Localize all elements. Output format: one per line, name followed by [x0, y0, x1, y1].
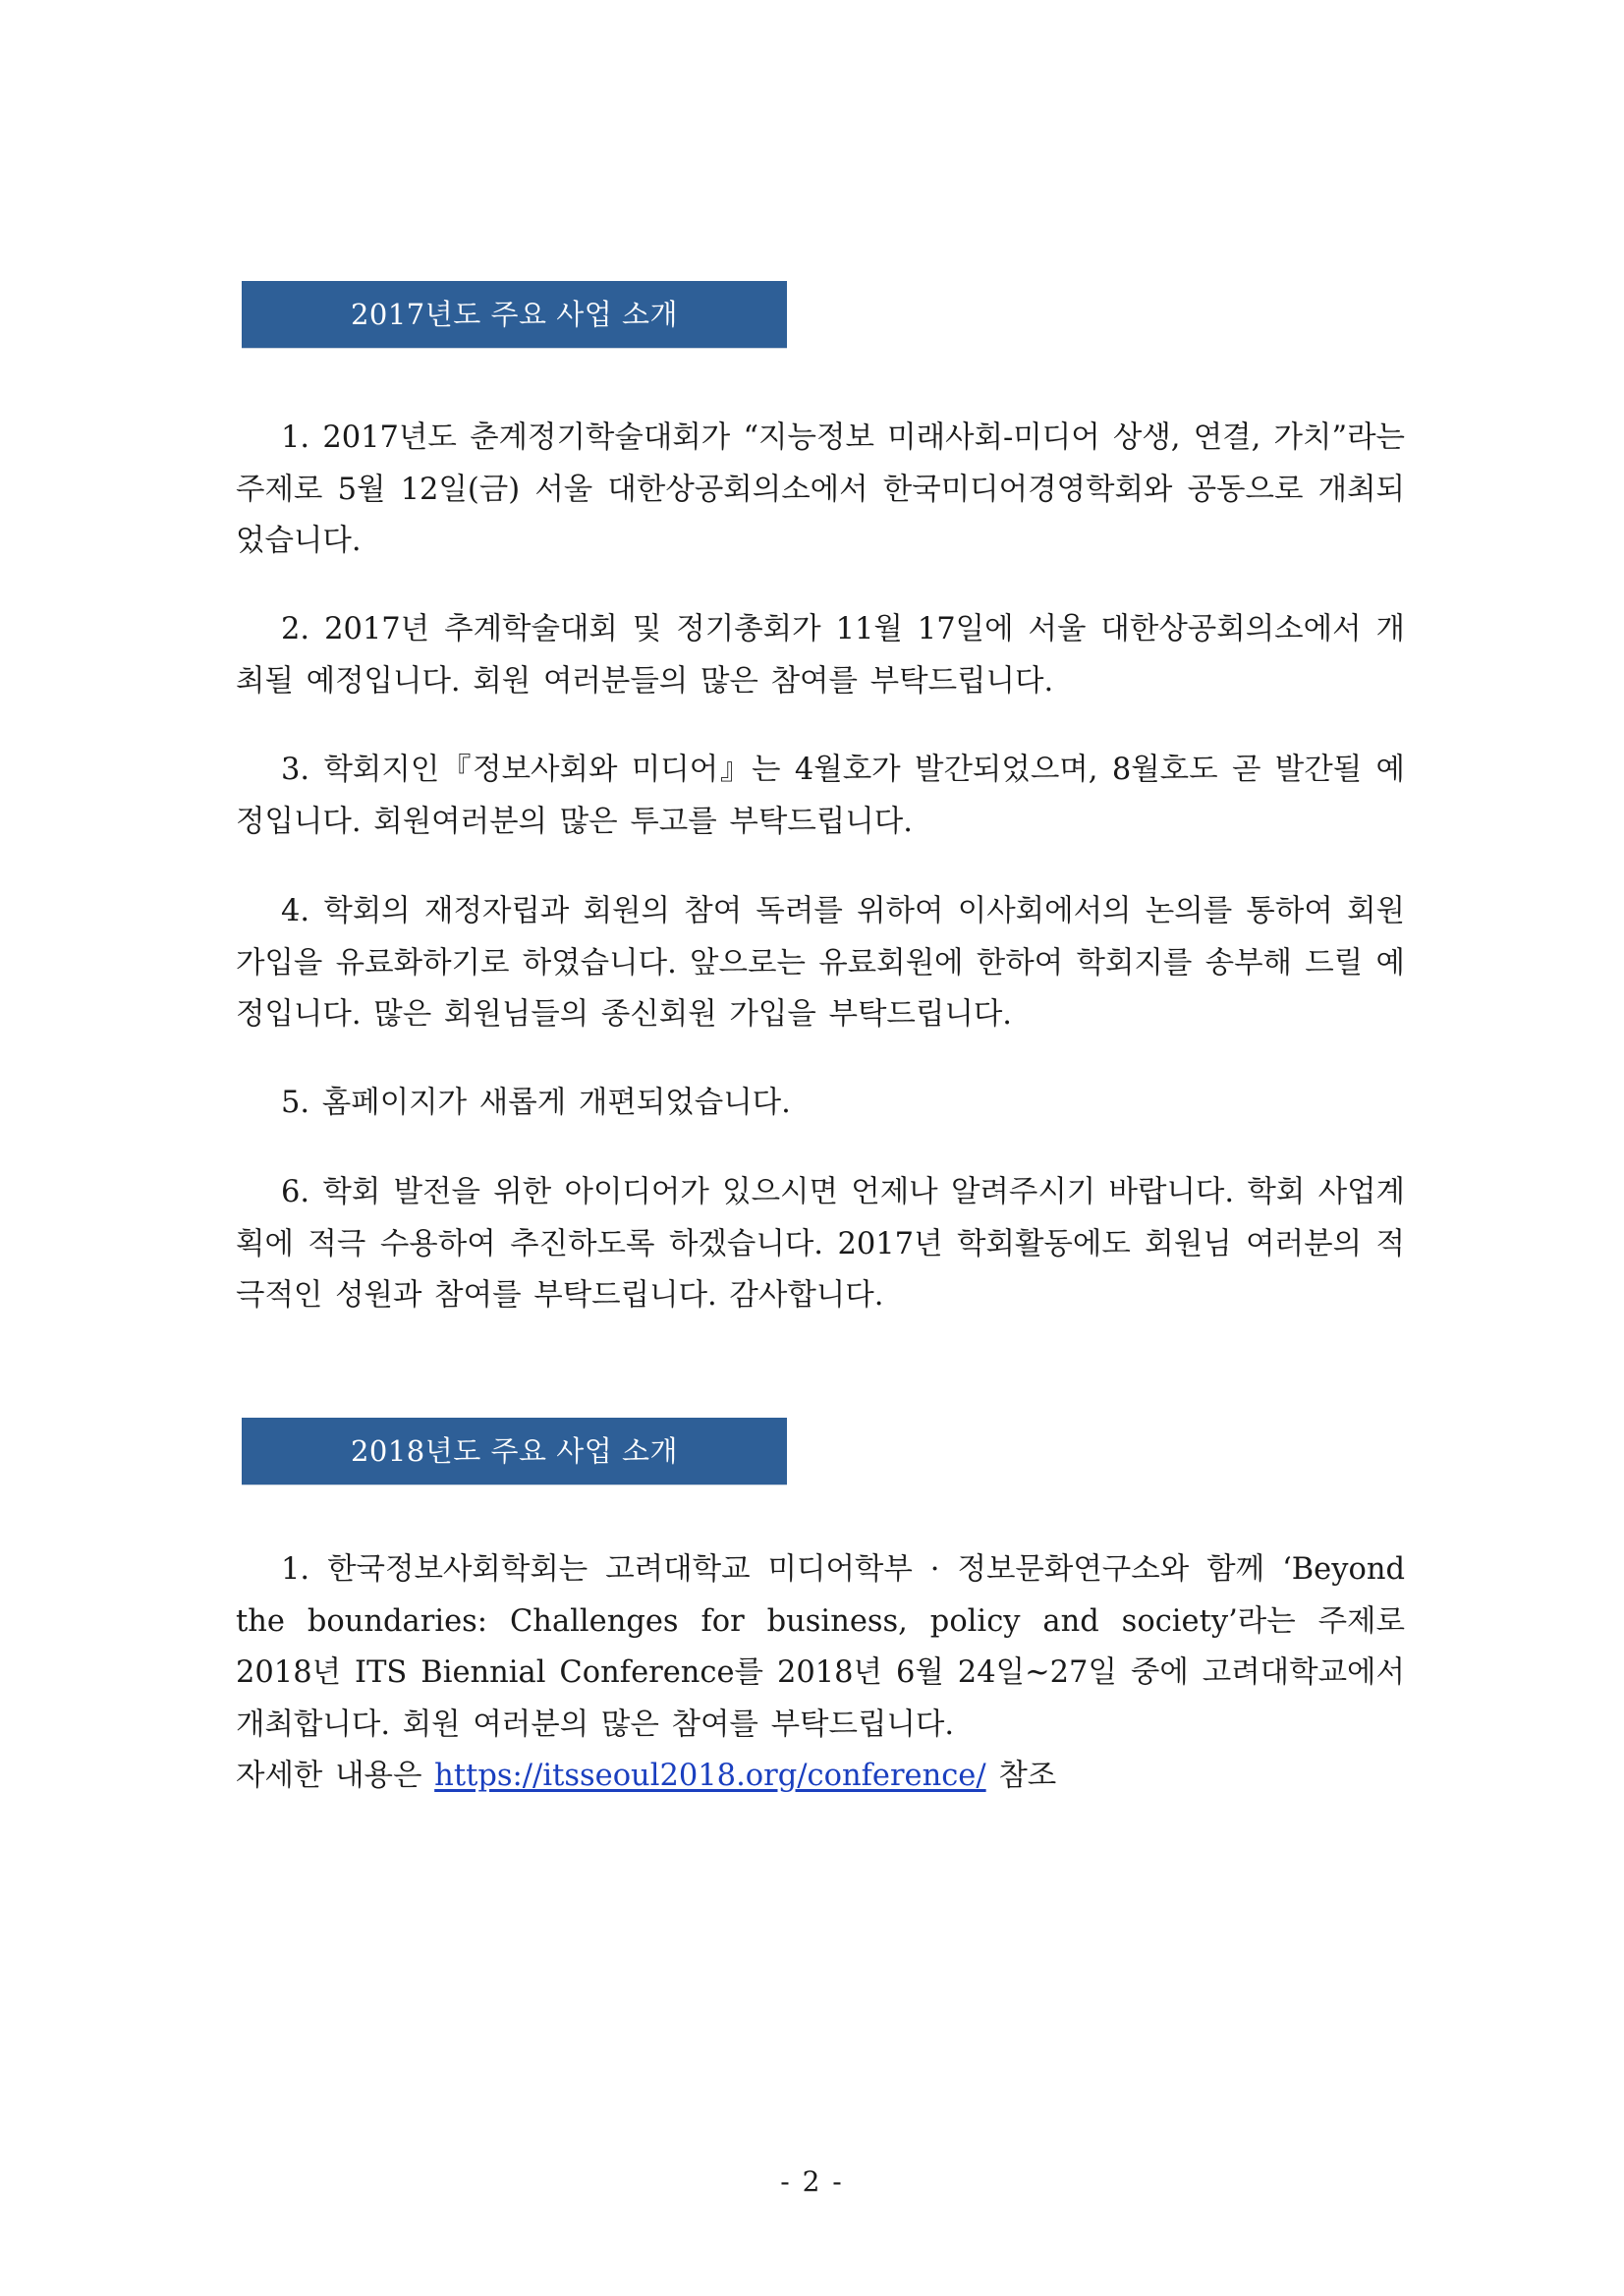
paragraph-2017-item-3	[236, 745, 1405, 848]
paragraph-2017-item-1	[236, 413, 1405, 568]
page-number: - 2 -	[780, 2165, 844, 2198]
paragraph-text: 4. 학회의 재정자립과 회원의 참여 독려를 위하여 이사회에서의 논의를 통하여 회원 가입을 유료화하기로 하였습니다. 앞으로는 유료회원에 한하여 학회지를 송부해 드릴 예정입니다. 많은 회원님들의 종신회원 가입을 부탁드립니다.	[236, 894, 1405, 1032]
paragraph-text: 5. 홈페이지가 새롭게 개편되었습니다.	[281, 1086, 791, 1120]
paragraph-2018-item-1	[236, 1544, 1405, 1751]
section-header-2017: 2017년도 주요 사업 소개	[242, 281, 787, 348]
reference-line	[236, 1751, 1405, 1803]
paragraph-text: 3. 학회지인『정보사회와 미디어』는 4월호가 발간되었으며, 8월호도 곧 발간될 예정입니다. 회원여러분의 많은 투고를 부탁드립니다.	[236, 753, 1405, 839]
conference-link[interactable]: https://itsseoul2018.org/conference/	[434, 1759, 986, 1793]
paragraph-text: 2. 2017년 추계학술대회 및 정기총회가 11월 17일에 서울 대한상공회의소에서 개최될 예정입니다. 회원 여러분들의 많은 참여를 부탁드립니다.	[236, 612, 1405, 699]
paragraph-text: 1. 한국정보사회학회는 고려대학교 미디어학부 · 정보문화연구소와 함께 ‘Beyond the boundaries: Challenges for business, policy and society’라는 주제로 2018년 ITS Biennial Conference를 2018년 6월 24일~27일 중에 고려대학교에서 개최합니다. 회원 여러분의 많은 참여를 부탁드립니다.	[236, 1552, 1405, 1742]
paragraph-2017-item-6	[236, 1167, 1405, 1322]
reference-suffix: 참조	[985, 1759, 1057, 1793]
paragraph-2017-item-4	[236, 886, 1405, 1041]
paragraph-text: 1. 2017년도 춘계정기학술대회가 “지능정보 미래사회-미디어 상생, 연결, 가치”라는 주제로 5월 12일(금) 서울 대한상공회의소에서 한국미디어경영학회와 공동으로 개최되었습니다.	[236, 420, 1405, 558]
paragraph-2017-item-2	[236, 604, 1405, 707]
reference-prefix: 자세한 내용은	[236, 1759, 435, 1793]
paragraph-2017-item-5	[236, 1078, 1405, 1130]
paragraph-text: 6. 학회 발전을 위한 아이디어가 있으시면 언제나 알려주시기 바랍니다. 학회 사업계획에 적극 수용하여 추진하도록 하겠습니다. 2017년 학회활동에도 회원님 여러분의 적극적인 성원과 참여를 부탁드립니다. 감사합니다.	[236, 1175, 1405, 1313]
section-header-2018: 2018년도 주요 사업 소개	[242, 1418, 787, 1484]
